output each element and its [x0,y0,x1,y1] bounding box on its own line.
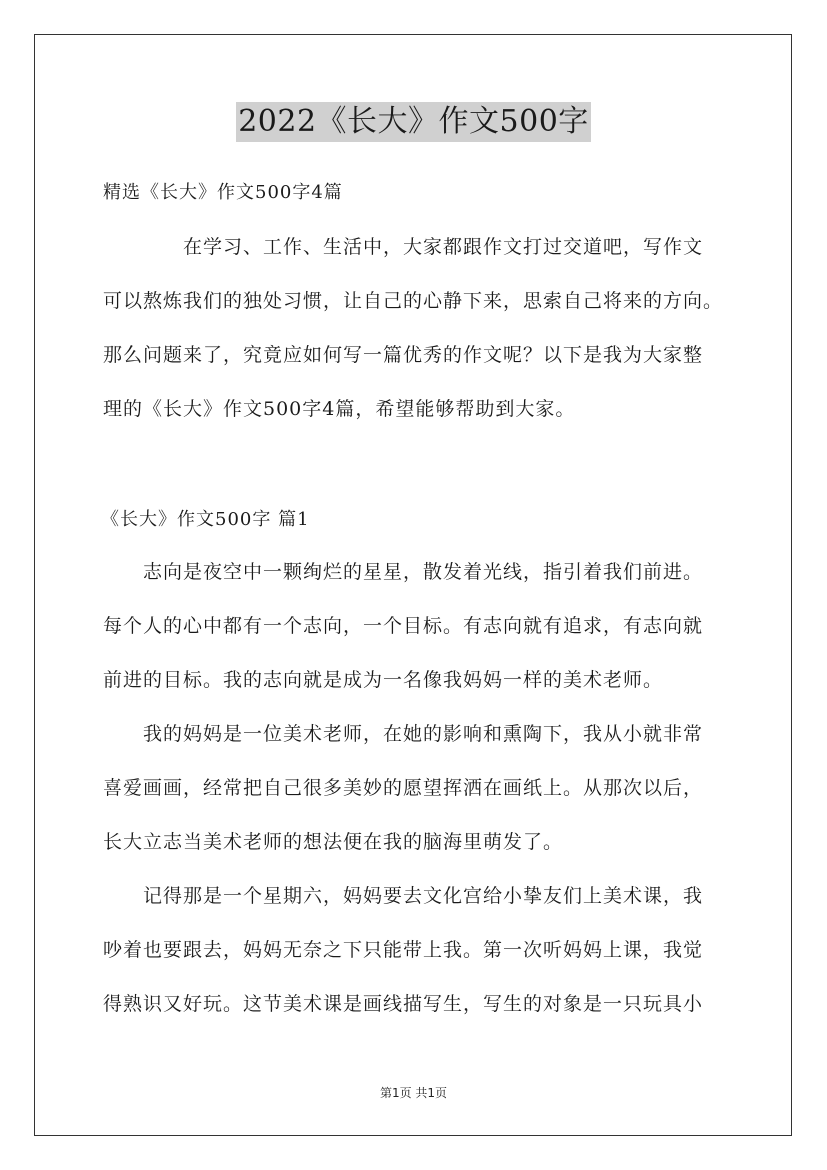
body-line-4: 我的妈妈是一位美术老师，在她的影响和熏陶下，我从小就非常 [143,723,704,745]
body-line-9: 得熟识又好玩。这节美术课是画线描写生，写生的对象是一只玩具小 [103,993,704,1015]
body-line-3: 前进的目标。我的志向就是成为一名像我妈妈一样的美术老师。 [103,669,664,691]
title-container [0,102,827,142]
body-line-6: 长大立志当美术老师的想法便在我的脑海里萌发了。 [103,831,564,853]
intro-line-3: 那么问题来了，究竟应如何写一篇优秀的作文呢？以下是我为大家整 [103,344,704,366]
intro-line-2: 可以熬炼我们的独处习惯，让自己的心静下来，思索自己将来的方向。 [103,290,724,312]
body-line-5: 喜爱画画，经常把自己很多美妙的愿望挥洒在画纸上。从那次以后， [103,777,704,799]
document-title: 2022《长大》作文500字 [236,102,591,142]
body-line-1: 志向是夜空中一颗绚烂的星星，散发着光线，指引着我们前进。 [143,561,704,583]
intro-line-1: 在学习、工作、生活中，大家都跟作文打过交道吧，写作文 [183,236,704,258]
page-footer: 第1页 共1页 [379,1086,448,1100]
body-line-7: 记得那是一个星期六，妈妈要去文化宫给小挚友们上美术课，我 [143,885,704,907]
section-heading: 《长大》作文500字 篇1 [101,509,310,530]
body-line-8: 吵着也要跟去，妈妈无奈之下只能带上我。第一次听妈妈上课，我觉 [103,939,704,961]
intro-line-4: 理的《长大》作文500字4篇，希望能够帮助到大家。 [103,398,576,420]
body-line-2: 每个人的心中都有一个志向，一个目标。有志向就有追求，有志向就 [103,615,704,637]
document-subtitle: 精选《长大》作文500字4篇 [103,182,343,203]
